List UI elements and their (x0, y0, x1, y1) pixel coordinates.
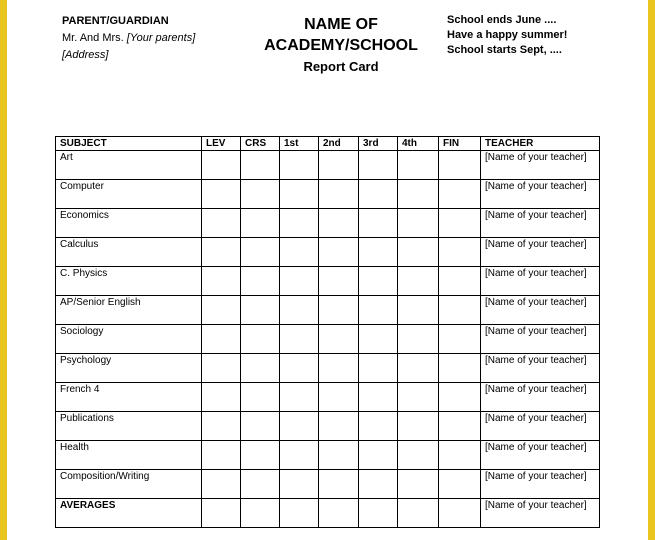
grade-cell[interactable] (359, 499, 398, 528)
grade-cell[interactable] (319, 180, 359, 209)
grade-cell[interactable] (202, 238, 241, 267)
grade-cell[interactable] (202, 267, 241, 296)
grade-cell[interactable] (241, 180, 280, 209)
grade-cell[interactable] (319, 325, 359, 354)
column-header: SUBJECT (56, 137, 202, 151)
grade-cell[interactable] (439, 383, 481, 412)
grade-cell[interactable] (241, 499, 280, 528)
subject-cell: French 4 (56, 383, 202, 412)
teacher-cell: [Name of your teacher] (481, 383, 600, 412)
column-header: CRS (241, 137, 280, 151)
table-row (56, 354, 600, 383)
column-header: TEACHER (481, 137, 600, 151)
table-row (56, 296, 600, 325)
grade-cell[interactable] (439, 470, 481, 499)
column-header: LEV (202, 137, 241, 151)
parent-block (62, 13, 195, 64)
grade-cell[interactable] (202, 383, 241, 412)
grade-cell[interactable] (359, 267, 398, 296)
grade-cell[interactable] (241, 267, 280, 296)
grade-cell[interactable] (280, 180, 319, 209)
grade-cell[interactable] (439, 325, 481, 354)
parent-address-placeholder: [Address] (62, 49, 109, 61)
grade-cell[interactable] (280, 209, 319, 238)
grade-cell[interactable] (398, 354, 439, 383)
grade-cell[interactable] (241, 441, 280, 470)
teacher-cell: [Name of your teacher] (481, 296, 600, 325)
teacher-cell: [Name of your teacher] (481, 412, 600, 441)
subject-cell: AP/Senior English (56, 296, 202, 325)
grade-cell[interactable] (241, 325, 280, 354)
table-row (56, 412, 600, 441)
table-header-row (56, 137, 600, 151)
grade-cell[interactable] (202, 470, 241, 499)
grades-table (55, 136, 600, 528)
table-row (56, 238, 600, 267)
grade-cell[interactable] (439, 441, 481, 470)
grade-cell[interactable] (398, 296, 439, 325)
column-header: FIN (439, 137, 481, 151)
grade-cell[interactable] (398, 499, 439, 528)
subject-cell: Health (56, 441, 202, 470)
table-row (56, 151, 600, 180)
grade-cell[interactable] (398, 267, 439, 296)
grade-cell[interactable] (280, 325, 319, 354)
grade-cell[interactable] (241, 209, 280, 238)
table-row (56, 383, 600, 412)
report-card-page (7, 0, 648, 540)
teacher-cell: [Name of your teacher] (481, 441, 600, 470)
grade-cell[interactable] (359, 354, 398, 383)
grade-cell[interactable] (319, 296, 359, 325)
teacher-cell: [Name of your teacher] (481, 499, 600, 528)
grade-cell[interactable] (359, 412, 398, 441)
teacher-cell: [Name of your teacher] (481, 470, 600, 499)
grade-cell[interactable] (280, 470, 319, 499)
grade-cell[interactable] (359, 383, 398, 412)
grade-cell[interactable] (280, 499, 319, 528)
subject-cell: Psychology (56, 354, 202, 383)
subject-cell: Computer (56, 180, 202, 209)
grade-cell[interactable] (439, 267, 481, 296)
grade-cell[interactable] (319, 470, 359, 499)
grade-cell[interactable] (359, 238, 398, 267)
subject-cell: Art (56, 151, 202, 180)
parent-title: PARENT/GUARDIAN (62, 15, 169, 27)
subject-cell: Publications (56, 412, 202, 441)
teacher-cell: [Name of your teacher] (481, 267, 600, 296)
grade-cell[interactable] (398, 238, 439, 267)
subject-cell: C. Physics (56, 267, 202, 296)
grade-cell[interactable] (241, 470, 280, 499)
grade-cell[interactable] (280, 441, 319, 470)
grade-cell[interactable] (280, 151, 319, 180)
report-card-subtitle: Report Card (303, 59, 379, 74)
grade-cell[interactable] (439, 238, 481, 267)
note-line: Have a happy summer! (447, 29, 568, 41)
grade-cell[interactable] (202, 354, 241, 383)
grade-cell[interactable] (202, 151, 241, 180)
grade-cell[interactable] (319, 238, 359, 267)
grade-cell[interactable] (280, 296, 319, 325)
column-header: 1st (280, 137, 319, 151)
grade-cell[interactable] (202, 412, 241, 441)
column-header: 4th (398, 137, 439, 151)
grade-cell[interactable] (319, 441, 359, 470)
grade-cell[interactable] (439, 151, 481, 180)
grade-cell[interactable] (359, 209, 398, 238)
table-row (56, 267, 600, 296)
teacher-cell: [Name of your teacher] (481, 238, 600, 267)
subject-cell: AVERAGES (56, 499, 202, 528)
teacher-cell: [Name of your teacher] (481, 325, 600, 354)
parent-name-prefix: Mr. And Mrs. (62, 32, 127, 44)
grade-cell[interactable] (319, 354, 359, 383)
table-row (56, 470, 600, 499)
grade-cell[interactable] (280, 383, 319, 412)
grade-cell[interactable] (439, 296, 481, 325)
grade-cell[interactable] (319, 499, 359, 528)
grade-cell[interactable] (241, 238, 280, 267)
grade-cell[interactable] (439, 412, 481, 441)
school-name-line2: ACADEMY/SCHOOL (264, 37, 418, 54)
grade-cell[interactable] (439, 499, 481, 528)
grade-cell[interactable] (398, 412, 439, 441)
subject-cell: Composition/Writing (56, 470, 202, 499)
subject-cell: Economics (56, 209, 202, 238)
parent-address (62, 47, 195, 64)
subject-cell: Calculus (56, 238, 202, 267)
grade-cell[interactable] (359, 470, 398, 499)
grade-cell[interactable] (398, 325, 439, 354)
grade-cell[interactable] (241, 412, 280, 441)
grade-cell[interactable] (359, 151, 398, 180)
grade-cell[interactable] (280, 267, 319, 296)
grade-cell[interactable] (439, 209, 481, 238)
grade-cell[interactable] (241, 151, 280, 180)
table-row (56, 441, 600, 470)
grade-cell[interactable] (202, 209, 241, 238)
grade-cell[interactable] (280, 354, 319, 383)
grade-cell[interactable] (241, 296, 280, 325)
subject-cell: Sociology (56, 325, 202, 354)
grade-cell[interactable] (439, 354, 481, 383)
grade-cell[interactable] (319, 412, 359, 441)
grade-cell[interactable] (319, 151, 359, 180)
grade-cell[interactable] (398, 470, 439, 499)
grade-cell[interactable] (202, 180, 241, 209)
grade-cell[interactable] (398, 180, 439, 209)
grade-cell[interactable] (202, 296, 241, 325)
grade-cell[interactable] (359, 296, 398, 325)
grade-cell[interactable] (319, 209, 359, 238)
grade-cell[interactable] (319, 267, 359, 296)
school-name-line1: NAME OF (304, 16, 378, 33)
grade-cell[interactable] (398, 151, 439, 180)
parent-name-placeholder: [Your parents] (126, 32, 196, 44)
teacher-cell: [Name of your teacher] (481, 209, 600, 238)
teacher-cell: [Name of your teacher] (481, 151, 600, 180)
table-row (56, 325, 600, 354)
grade-cell[interactable] (398, 209, 439, 238)
parent-name (62, 30, 195, 47)
grade-cell[interactable] (398, 441, 439, 470)
school-notes (447, 13, 567, 58)
grade-cell[interactable] (398, 383, 439, 412)
note-line: School starts Sept, .... (447, 44, 562, 56)
teacher-cell: [Name of your teacher] (481, 180, 600, 209)
grade-cell[interactable] (319, 383, 359, 412)
grade-cell[interactable] (241, 354, 280, 383)
table-row (56, 499, 600, 528)
grade-cell[interactable] (359, 180, 398, 209)
grade-cell[interactable] (280, 238, 319, 267)
grade-cell[interactable] (241, 383, 280, 412)
note-line: School ends June .... (447, 14, 557, 26)
column-header: 2nd (319, 137, 359, 151)
grade-cell[interactable] (359, 325, 398, 354)
grade-cell[interactable] (439, 180, 481, 209)
grade-cell[interactable] (202, 325, 241, 354)
grade-cell[interactable] (359, 441, 398, 470)
grade-cell[interactable] (202, 499, 241, 528)
table-row (56, 180, 600, 209)
school-heading (237, 14, 445, 76)
grade-cell[interactable] (280, 412, 319, 441)
column-header: 3rd (359, 137, 398, 151)
teacher-cell: [Name of your teacher] (481, 354, 600, 383)
table-row (56, 209, 600, 238)
grade-cell[interactable] (202, 441, 241, 470)
